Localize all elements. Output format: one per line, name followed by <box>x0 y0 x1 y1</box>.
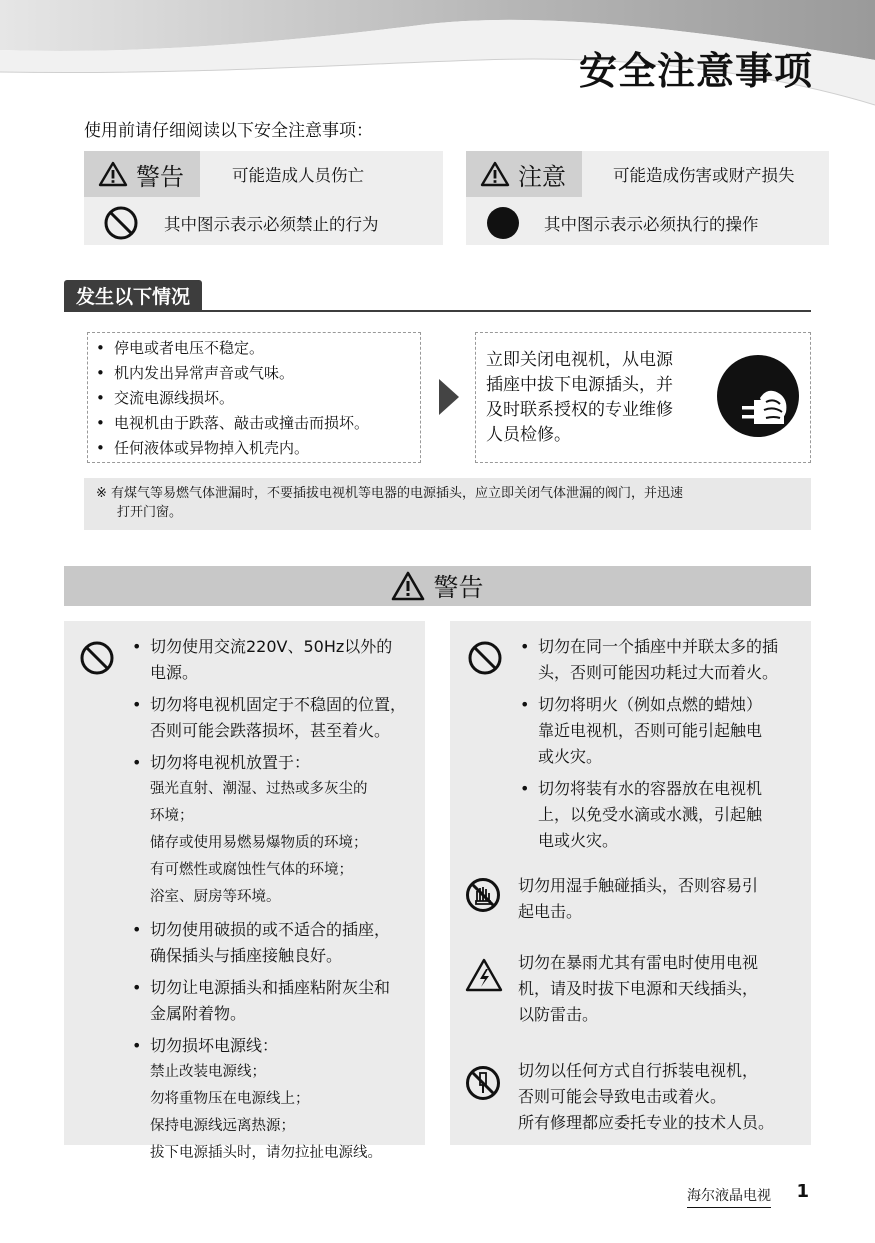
legend-caution-label: 注意 <box>518 162 566 191</box>
item-line: • 切勿让电源插头和插座粘附灰尘和 <box>150 978 391 997</box>
note-line: ※ 有煤气等易燃气体泄漏时，不要插拔电视机等电器的电源插头，应立即关闭气体泄漏的阀门，并迅速 <box>96 486 684 501</box>
item-line: • 切勿使用破损的或不适合的插座， <box>150 920 391 939</box>
item-line: • 切勿将电视机放置于： <box>150 753 311 772</box>
action-text <box>486 348 673 448</box>
page-title: 安全注意事项 <box>578 49 813 93</box>
item-subline: 保持电源线远离热源； <box>150 1118 295 1134</box>
situation-box <box>87 332 421 463</box>
item-line: • 切勿将电视机固定于不稳固的位置， <box>150 695 407 714</box>
legend-caution-symbol-desc: 其中图示表示必须执行的操作 <box>544 214 759 234</box>
item-subline: 环境； <box>150 808 194 824</box>
caution-triangle-icon <box>480 161 510 187</box>
list-item: • 机内发出异常声音或气味。 <box>88 361 420 386</box>
item-line: • 切勿损坏电源线： <box>150 1036 279 1055</box>
warning-banner <box>64 566 811 606</box>
item-subline: 拔下电源插头时，请勿拉扯电源线。 <box>150 1145 382 1161</box>
item-subline: 有可燃性或腐蚀性气体的环境； <box>150 862 353 878</box>
lightning-warning-icon <box>465 958 503 992</box>
list-item <box>130 975 420 1027</box>
list-item <box>130 692 420 744</box>
item-line: 以防雷击。 <box>518 1005 599 1024</box>
legend-caution-row2 <box>466 200 829 245</box>
item-line: 所有修理都应委托专业的技术人员。 <box>518 1113 775 1132</box>
section-divider <box>64 310 811 312</box>
legend-warning-label: 警告 <box>136 162 184 191</box>
legend-caution-desc: 可能造成伤害或财产损失 <box>613 166 795 185</box>
warning-left-panel <box>64 621 425 1161</box>
disassembly-warning <box>518 1058 774 1136</box>
item-line: • 切勿在同一个插座中并联太多的插 <box>538 637 779 656</box>
unplug-icon <box>716 354 800 438</box>
action-line: 立即关闭电视机，从电源 <box>486 350 673 370</box>
legend-warning-desc: 可能造成人员伤亡 <box>232 166 364 185</box>
legend-caution <box>466 151 829 245</box>
item-subline: 浴室、厨房等环境。 <box>150 889 281 905</box>
item-line: 机，请及时拔下电源和天线插头， <box>518 979 759 998</box>
section-heading: 发生以下情况 <box>64 280 202 310</box>
item-subline: 勿将重物压在电源线上； <box>150 1091 310 1107</box>
item-line: 电或火灾。 <box>538 831 619 850</box>
no-disassembly-icon <box>465 1065 501 1101</box>
prohibition-icon <box>80 641 114 675</box>
note-line: 打开门窗。 <box>117 505 183 520</box>
item-line: 上，以免受水滴或水溅，引起触 <box>538 805 763 824</box>
legend-warning-row2 <box>84 200 443 245</box>
item-subline: 禁止改装电源线； <box>150 1064 266 1080</box>
warning-triangle-icon <box>98 161 128 187</box>
item-subline: 储存或使用易燃易爆物质的环境； <box>150 835 368 851</box>
item-line: • 切勿使用交流220V、50Hz以外的 <box>150 637 393 656</box>
wet-hand-warning <box>518 873 758 925</box>
action-line: 及时联系授权的专业维修 <box>486 400 673 420</box>
legend-caution-head <box>466 151 582 197</box>
legend-warning <box>84 151 443 245</box>
no-wet-hands-icon <box>465 877 501 913</box>
action-line: 插座中拔下电源插头，并 <box>486 375 673 395</box>
item-line: 否则可能会跌落损坏，甚至着火。 <box>150 721 391 740</box>
list-item <box>518 692 808 770</box>
footer-brand: 海尔液晶电视 <box>687 1185 771 1208</box>
item-line: • 切勿将装有水的容器放在电视机 <box>538 779 763 798</box>
item-line: 切勿用湿手触碰插头，否则容易引 <box>518 876 759 895</box>
list-item: • 停电或者电压不稳定。 <box>88 336 420 361</box>
list-item: • 电视机由于跌落、敲击或撞击而损坏。 <box>88 411 420 436</box>
prohibition-icon <box>104 206 138 240</box>
list-item <box>130 750 420 911</box>
list-item: • 交流电源线损坏。 <box>88 386 420 411</box>
list-item <box>130 917 420 969</box>
prohibition-icon <box>468 641 502 675</box>
warning-right-panel <box>450 621 811 1145</box>
intro-text: 使用前请仔细阅读以下安全注意事项： <box>84 121 373 141</box>
action-box <box>475 332 811 463</box>
situation-list <box>88 336 420 461</box>
item-line: 电源。 <box>150 663 199 682</box>
mandatory-action-icon <box>486 206 520 240</box>
thunder-warning <box>518 950 758 1028</box>
item-line: 头，否则可能因功耗过大而着火。 <box>538 663 779 682</box>
item-line: 切勿在暴雨尤其有雷电时使用电视 <box>518 953 759 972</box>
legend-warning-symbol-desc: 其中图示表示必须禁止的行为 <box>164 214 379 234</box>
page-number: 1 <box>796 1181 809 1202</box>
gas-leak-note <box>84 478 811 530</box>
action-line: 人员检修。 <box>486 425 571 445</box>
item-line: 靠近电视机，否则可能引起触电 <box>538 721 763 740</box>
item-subline: 强光直射、潮湿、过热或多灰尘的 <box>150 781 368 797</box>
warning-right-list <box>518 634 808 860</box>
legend-warning-head <box>84 151 200 197</box>
list-item <box>130 634 420 686</box>
list-item <box>518 634 808 686</box>
list-item <box>130 1033 420 1167</box>
item-line: 金属附着物。 <box>150 1004 247 1023</box>
warning-left-list <box>130 634 420 1173</box>
item-line: 起电击。 <box>518 902 583 921</box>
warning-triangle-icon <box>391 571 425 601</box>
warning-banner-title: 警告 <box>433 573 484 602</box>
item-line: 切勿以任何方式自行拆装电视机， <box>518 1061 759 1080</box>
item-line: 或火灾。 <box>538 747 603 766</box>
item-line: • 切勿将明火（例如点燃的蜡烛） <box>538 695 763 714</box>
item-line: 确保插头与插座接触良好。 <box>150 946 343 965</box>
item-line: 否则可能会导致电击或着火。 <box>518 1087 727 1106</box>
arrow-right-icon <box>437 377 461 417</box>
list-item <box>518 776 808 854</box>
list-item: • 任何液体或异物掉入机壳内。 <box>88 436 420 461</box>
